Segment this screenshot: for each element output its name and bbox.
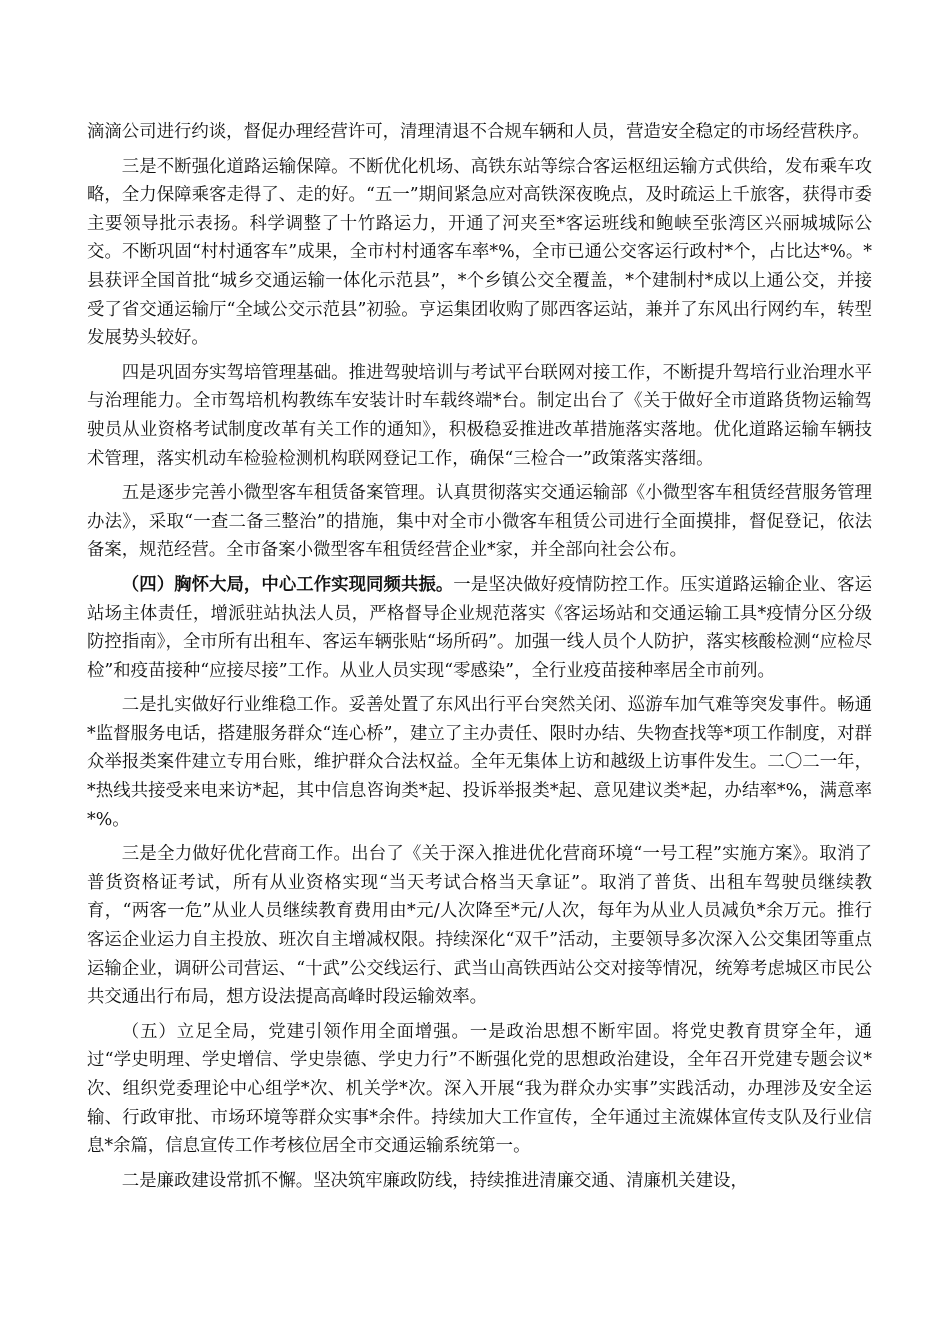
paragraph-8-text: （五）立足全局，党建引领作用全面增强。一是政治思想不断牢固。将党史教育贯穿全年，通过“学史明理、学史增信、学史崇德、学史力行”不断强化党的思想政治建设，全年召开党建专题会议*次、组织党委理论中心组学*次、机关学*次。深入开展“我为群众办实事”实践活动，办理涉及安全运输、行政审批、市场环境等群众实事*余件。持续加大工作宣传，全年通过主流媒体宣传支队及行业信息*余篇，信息宣传工作考核位居全市交通运输系统第一。 [87,1021,872,1157]
paragraph-4 [87,479,872,565]
document-page [87,118,872,1195]
paragraph-1-text: 滴滴公司进行约谈，督促办理经营许可，清理清退不合规车辆和人员，营造安全稳定的市场经营秩序。 [87,122,870,142]
paragraph-5-text: 一是坚决做好疫情防控工作。压实道路运输企业、客运站场主体责任，增派驻站执法人员，严格督导企业规范落实《客运场站和交通运输工具*疫情分区分级防控指南》，全市所有出租车、客运车辆张贴“场所码”。加强一线人员个人防护，落实核酸检测“应检尽检”和疫苗接种“应接尽接”工作。从业人员实现“零感染”，全行业疫苗接种率居全市前列。 [87,574,872,681]
paragraph-6-text: 二是扎实做好行业维稳工作。妥善处置了东风出行平台突然关闭、巡游车加气难等突发事件。畅通*监督服务电话，搭建服务群众“连心桥”，建立了主办责任、限时办结、失物查找等*项工作制度，对群众举报类案件建立专用台账，维护群众合法权益。全年无集体上访和越级上访事件发生。二〇二一年，*热线共接受来电来访*起，其中信息咨询类*起、投诉举报类*起、意见建议类*起，办结率*%，满意率*%。 [87,695,872,830]
paragraph-1 [87,118,872,147]
paragraph-4-text: 五是逐步完善小微型客车租赁备案管理。认真贯彻落实交通运输部《小微型客车租赁经营服务管理办法》，采取“一查二备三整治”的措施，集中对全市小微客车租赁公司进行全面摸排，督促登记，依法备案，规范经营。全市备案小微型客车租赁经营企业*家，并全部向社会公布。 [87,483,872,561]
paragraph-7-text: 三是全力做好优化营商工作。出台了《关于深入推进优化营商环境“一号工程”实施方案》。取消了普货资格证考试，所有从业资格实现“当天考试合格当天拿证”。取消了普货、出租车驾驶员继续教育，“两客一危”从业人员继续教育费用由*元/人次降至*元/人次，每年为从业人员减负*余万元。推行客运企业运力自主投放、班次自主增减权限。持续深化“双千”活动，主要领导多次深入公交集团等重点运输企业，调研公司营运、“十武”公交线运行、武当山高铁西站公交对接等情况，统筹考虑城区市民公共交通出行布局，想方设法提高高峰时段运输效率。 [87,844,872,1008]
paragraph-2-text: 三是不断强化道路运输保障。不断优化机场、高铁东站等综合客运枢纽运输方式供给，发布乘车攻略，全力保障乘客走得了、走的好。“五一”期间紧急应对高铁深夜晚点，及时疏运上千旅客，获得市委主要领导批示表扬。科学调整了十竹路运力，开通了河夹至*客运班线和鲍峡至张湾区兴丽城城际公交。不断巩固“村村通客车”成果，全市村村通客车率*%，全市已通公交客运行政村*个，占比达*%。*县获评全国首批“城乡交通运输一体化示范县”，*个乡镇公交全覆盖，*个建制村*成以上通公交，并接受了省交通运输厅“全域公交示范县”初验。亨运集团收购了郧西客运站，兼并了东风出行网约车，转型发展势头较好。 [87,156,872,349]
paragraph-2 [87,153,872,353]
paragraph-5 [87,571,872,685]
paragraph-7 [87,840,872,1012]
paragraph-3 [87,359,872,473]
section-heading-4: （四）胸怀大局，中心工作实现同频共振。 [121,574,454,595]
paragraph-9 [87,1167,872,1196]
paragraph-3-text: 四是巩固夯实驾培管理基础。推进驾驶培训与考试平台联网对接工作，不断提升驾培行业治理水平与治理能力。全市驾培机构教练车安装计时车载终端*台。制定出台了《关于做好全市道路货物运输驾驶员从业资格考试制度改革有关工作的通知》，积极稳妥推进改革措施落实落地。优化道路运输车辆技术管理，落实机动车检验检测机构联网登记工作，确保“三检合一”政策落实落细。 [87,362,872,469]
paragraph-8 [87,1018,872,1161]
paragraph-6 [87,691,872,834]
paragraph-9-text: 二是廉政建设常抓不懈。坚决筑牢廉政防线，持续推进清廉交通、清廉机关建设， [121,1170,748,1191]
